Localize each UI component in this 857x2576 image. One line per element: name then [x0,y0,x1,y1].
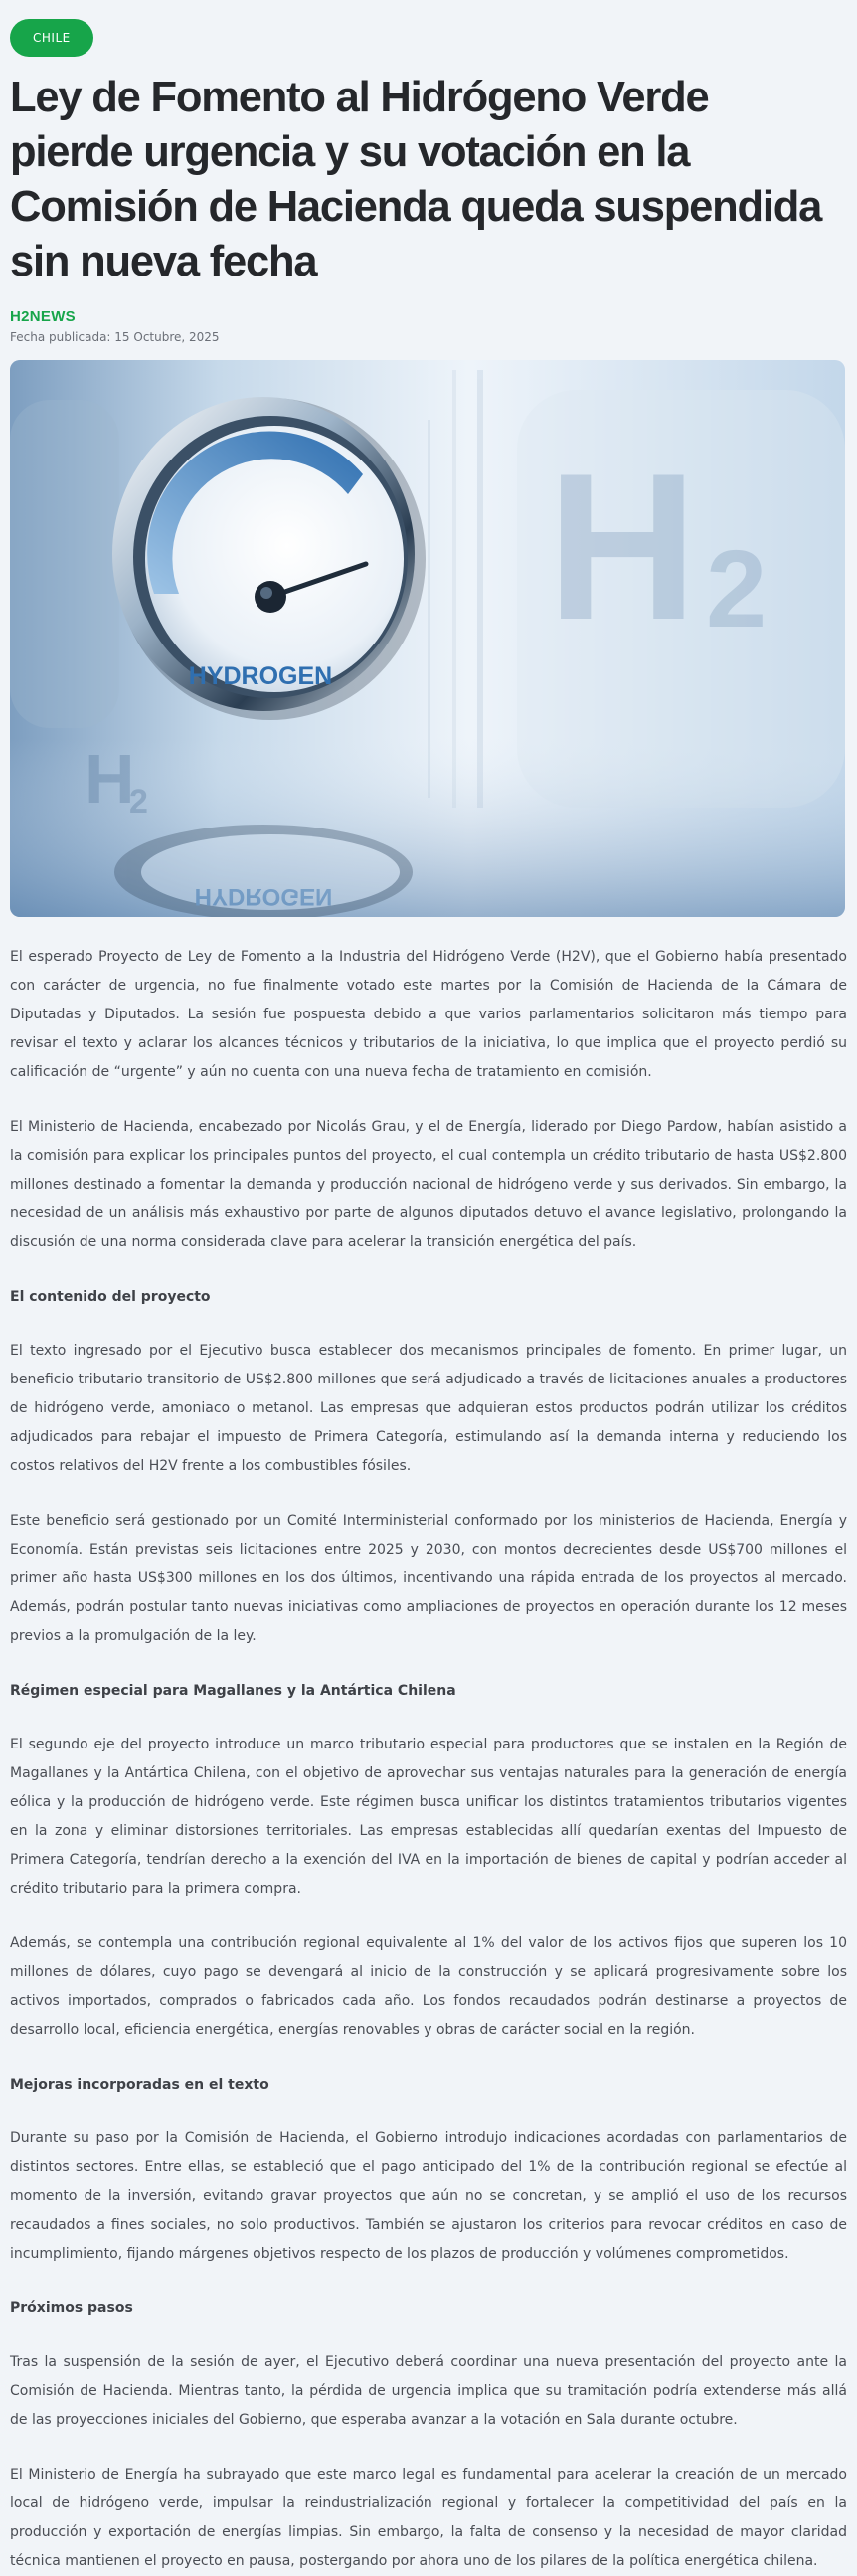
section-heading: Mejoras incorporadas en el texto [10,2077,269,2093]
hydrogen-gauge-illustration [10,360,845,917]
source-name[interactable]: H2NEWS [10,308,76,325]
body-paragraph: El Ministerio de Hacienda, encabezado por Nicolás Grau, y el de Energía, liderado por Diego Pardow, habían asistido a la comisión para explicar los principales puntos del proyecto, el cual contempla un crédito tributario de hasta US$2.800 millones destinado a fomentar la demanda y producción nacional de hidrógeno verde y sus derivados. Sin embargo, la necesidad de un análisis más exhaustivo por parte de algunos diputados detuvo el avance legislativo, prolongando la discusión de una norma considerada clave para acelerar la transición energética del país. [10,1119,847,1250]
body-paragraph: Además, se contempla una contribución regional equivalente al 1% del valor de los activos fijos que superen los 10 millones de dólares, cuyo pago se devengará al inicio de la construcción y se aplicará progresivamente sobre los activos importados, comprados o fabricados cada año. Los fondos recaudados podrán destinarse a proyectos de desarrollo local, eficiencia energética, energías renovables y obras de carácter social en la región. [10,1935,847,2038]
article-page [10,0,847,2576]
body-paragraph: Tras la suspensión de la sesión de ayer, el Ejecutivo deberá coordinar una nueva presentación del proyecto ante la Comisión de Hacienda. Mientras tanto, la pérdida de urgencia implica que su tramitación podría extenderse más allá de las proyecciones iniciales del Gobierno, que esperaba avanzar a la votación en Sala durante octubre. [10,2354,847,2428]
section-heading: Próximos pasos [10,2300,133,2316]
section-heading: Régimen especial para Magallanes y la Antártica Chilena [10,1683,456,1699]
svg-text:2: 2 [706,528,768,650]
svg-text:H: H [85,740,135,818]
body-paragraph: Durante su paso por la Comisión de Hacienda, el Gobierno introdujo indicaciones acordadas con parlamentarios de distintos sectores. Entre ellas, se estableció que el pago anticipado del 1% de la contribución regional se efectúe al momento de la inversión, evitando gravar proyectos que aún no se concretan, y se amplió el uso de los recursos recaudados a fines sociales, no solo productivos. También se ajustaron los criterios para revocar créditos en caso de incumplimiento, fijando márgenes objetivos respecto de los plazos de producción y volúmenes comprometidos. [10,2130,847,2262]
body-paragraph: El Ministerio de Energía ha subrayado que este marco legal es fundamental para acelerar la creación de un mercado local de hidrógeno verde, impulsar la reindustrialización regional y fortalecer la competitividad del país en la producción y exportación de energías limpias. Sin embargo, la falta de consenso y la necesidad de mayor claridad técnica mantienen el proyecto en pausa, postergando por ahora uno de los pilares de la política energética chilena. [10,2467,847,2569]
gauge-label: HYDROGEN [188,662,333,690]
gauge-reflection [114,825,413,917]
category-tag[interactable]: CHILE [10,19,93,57]
body-paragraph: El segundo eje del proyecto introduce un marco tributario especial para productores que se instalen en la Región de Magallanes y la Antártica Chilena, con el objetivo de aprovechar sus ventajas naturales para la generación de energía eólica y la producción de hidrógeno verde. Este régimen busca unificar los distintos tratamientos tributarios vigentes en la zona y eliminar distorsiones territoriales. Las empresas establecidas allí quedarían exentas del Impuesto de Primera Categoría, tendrían derecho a la exención del IVA en la importación de bienes de capital y podrían acceder al crédito tributario para la primera compra. [10,1737,847,1897]
svg-text:HYDROGEN: HYDROGEN [194,883,333,910]
section-heading: El contenido del proyecto [10,1289,211,1305]
body-paragraph: El esperado Proyecto de Ley de Fomento a la Industria del Hidrógeno Verde (H2V), que el Gobierno había presentado con carácter de urgencia, no fue finalmente votado este martes por la Comisión de Hacienda de la Cámara de Diputadas y Diputados. La sesión fue pospuesta debido a que varios parlamentarios solicitaron más tiempo para revisar el texto y aclarar los alcances técnicos y tributarios de la iniciativa, lo que implica que el proyecto perdió su calificación de “urgente” y aún no cuenta con una nueva fecha de tratamiento en comisión. [10,949,847,1080]
article-title: Ley de Fomento al Hidrógeno Verde pierde urgencia y su votación en la Comisión de Hacienda queda suspendida sin nueva fecha [10,74,822,285]
svg-text:2: 2 [129,783,148,821]
article-body [10,943,847,2576]
body-paragraph: Este beneficio será gestionado por un Comité Interministerial conformado por los ministerios de Hacienda, Energía y Economía. Están previstas seis licitaciones entre 2025 y 2030, con montos decrecientes desde US$700 millones el primer año hasta US$300 millones en los dos últimos, incentivando una rápida entrada de los proyectos al mercado. Además, podrán postular tanto nuevas iniciativas como ampliaciones de proyectos en operación durante los 12 meses previos a la promulgación de la ley. [10,1513,847,1644]
publish-date: Fecha publicada: 15 Octubre, 2025 [10,330,220,344]
svg-text:H: H [547,430,698,663]
body-paragraph: El texto ingresado por el Ejecutivo busca establecer dos mecanismos principales de fomento. En primer lugar, un beneficio tributario transitorio de US$2.800 millones que será adjudicado a través de licitaciones anuales a productores de hidrógeno verde, amoniaco o metanol. Las empresas que adquieran estos productos podrán utilizar los créditos adjudicados para rebajar el impuesto de Primera Categoría, estimulando así la demanda interna y reduciendo los costos relativos del H2V frente a los combustibles fósiles. [10,1343,847,1474]
hero-image [10,360,845,917]
